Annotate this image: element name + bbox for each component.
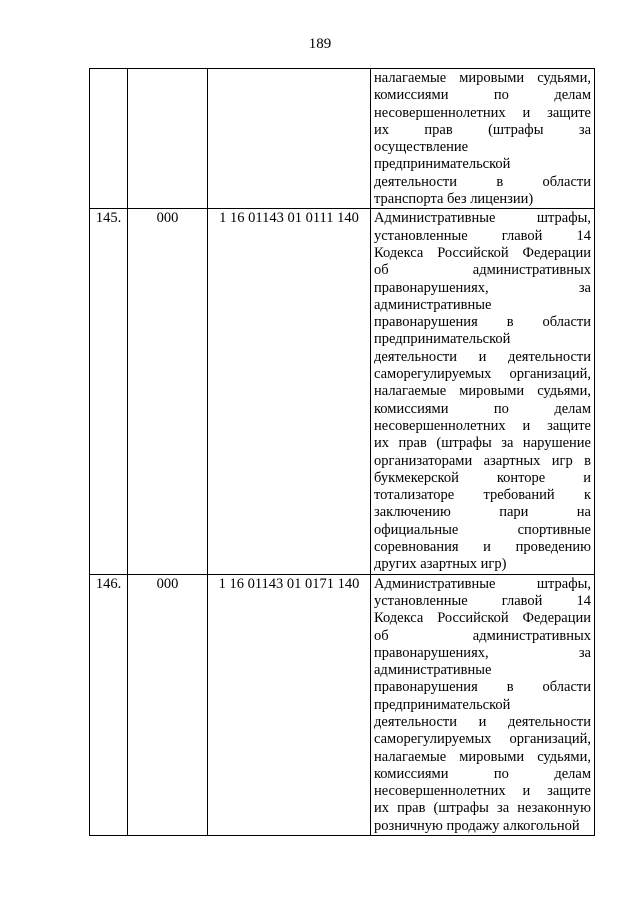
admin-code [128, 69, 207, 70]
description-line: установленные главой 14 [374, 227, 591, 244]
description-line: Административные штрафы, [374, 210, 591, 227]
description-line: саморегулируемых организаций, [374, 731, 591, 748]
admin-code-cell [128, 574, 208, 835]
description-line: их прав (штрафы за незаконную [374, 800, 591, 817]
row-number-cell [90, 209, 128, 574]
description-line: деятельности и деятельности [374, 713, 591, 730]
description-line: деятельности и деятельности [374, 348, 591, 365]
description-line: комиссиями по делам [374, 765, 591, 782]
admin-code-cell [128, 209, 208, 574]
kbk-cell [208, 69, 371, 209]
kbk-cell [208, 574, 371, 835]
description-line: налагаемые мировыми судьями, [374, 70, 591, 86]
kbk-code: 1 16 01143 01 0171 140 [218, 575, 360, 592]
kbk-cell [208, 209, 371, 574]
row-number-cell [90, 69, 128, 209]
table-row [90, 69, 595, 209]
description-line: правонарушениях, за [374, 644, 591, 661]
description-line: официальные спортивные [374, 521, 591, 538]
description-line: тотализаторе требований к [374, 487, 591, 504]
table-row [90, 209, 595, 574]
table-row [90, 574, 595, 835]
description-line: несовершеннолетних и защите [374, 783, 591, 800]
page-number: 189 [308, 36, 332, 52]
description-line: несовершеннолетних и защите [374, 104, 591, 121]
description-line: Кодекса Российской Федерации [374, 610, 591, 627]
kbk-code [208, 69, 370, 70]
row-number-cell [90, 574, 128, 835]
row-number [90, 69, 127, 70]
description-line: предпринимательской [374, 156, 511, 173]
description-line: комиссиями по делам [374, 400, 591, 417]
description-line: правонарушениях, за [374, 279, 591, 296]
description-line: комиссиями по делам [374, 87, 591, 104]
description-cell [371, 574, 595, 835]
description-line: об административных [374, 627, 591, 644]
description-line: предпринимательской [374, 331, 511, 348]
description-cell [371, 69, 595, 209]
description-line: соревнования и проведению [374, 539, 591, 556]
description-text [371, 575, 594, 835]
description-line: осуществление [374, 139, 469, 156]
description-line: налагаемые мировыми судьями, [374, 748, 591, 765]
description-line: транспорта без лицензии) [374, 191, 534, 208]
description-text [371, 69, 594, 208]
description-line: Административные штрафы, [374, 575, 591, 592]
description-line: букмекерской конторе и [374, 469, 591, 486]
admin-code-cell [128, 69, 208, 209]
kbk-code: 1 16 01143 01 0111 140 [219, 210, 359, 227]
description-text [371, 209, 594, 573]
description-line: административные [374, 296, 492, 313]
description-line: правонарушения в области [374, 679, 591, 696]
description-line: других азартных игр) [374, 556, 507, 573]
admin-code: 000 [156, 210, 179, 227]
description-line: правонарушения в области [374, 314, 591, 331]
row-number: 145. [95, 210, 122, 227]
description-line: их прав (штрафы за [374, 121, 591, 138]
description-line: заключению пари на [374, 504, 591, 521]
description-line: установленные главой 14 [374, 592, 591, 609]
budget-codes-table [89, 68, 595, 836]
admin-code: 000 [156, 575, 179, 592]
description-cell [371, 209, 595, 574]
description-line: об административных [374, 262, 591, 279]
description-line: организаторами азартных игр в [374, 452, 591, 469]
description-line: налагаемые мировыми судьями, [374, 383, 591, 400]
description-line: несовершеннолетних и защите [374, 417, 591, 434]
description-line: деятельности в области [374, 173, 591, 190]
description-line: административные [374, 662, 492, 679]
description-line: Кодекса Российской Федерации [374, 244, 591, 261]
description-line: саморегулируемых организаций, [374, 366, 591, 383]
description-line: их прав (штрафы за нарушение [374, 435, 591, 452]
description-line: предпринимательской [374, 696, 511, 713]
description-line: розничную продажу алкогольной [374, 817, 580, 834]
row-number: 146. [95, 575, 122, 592]
